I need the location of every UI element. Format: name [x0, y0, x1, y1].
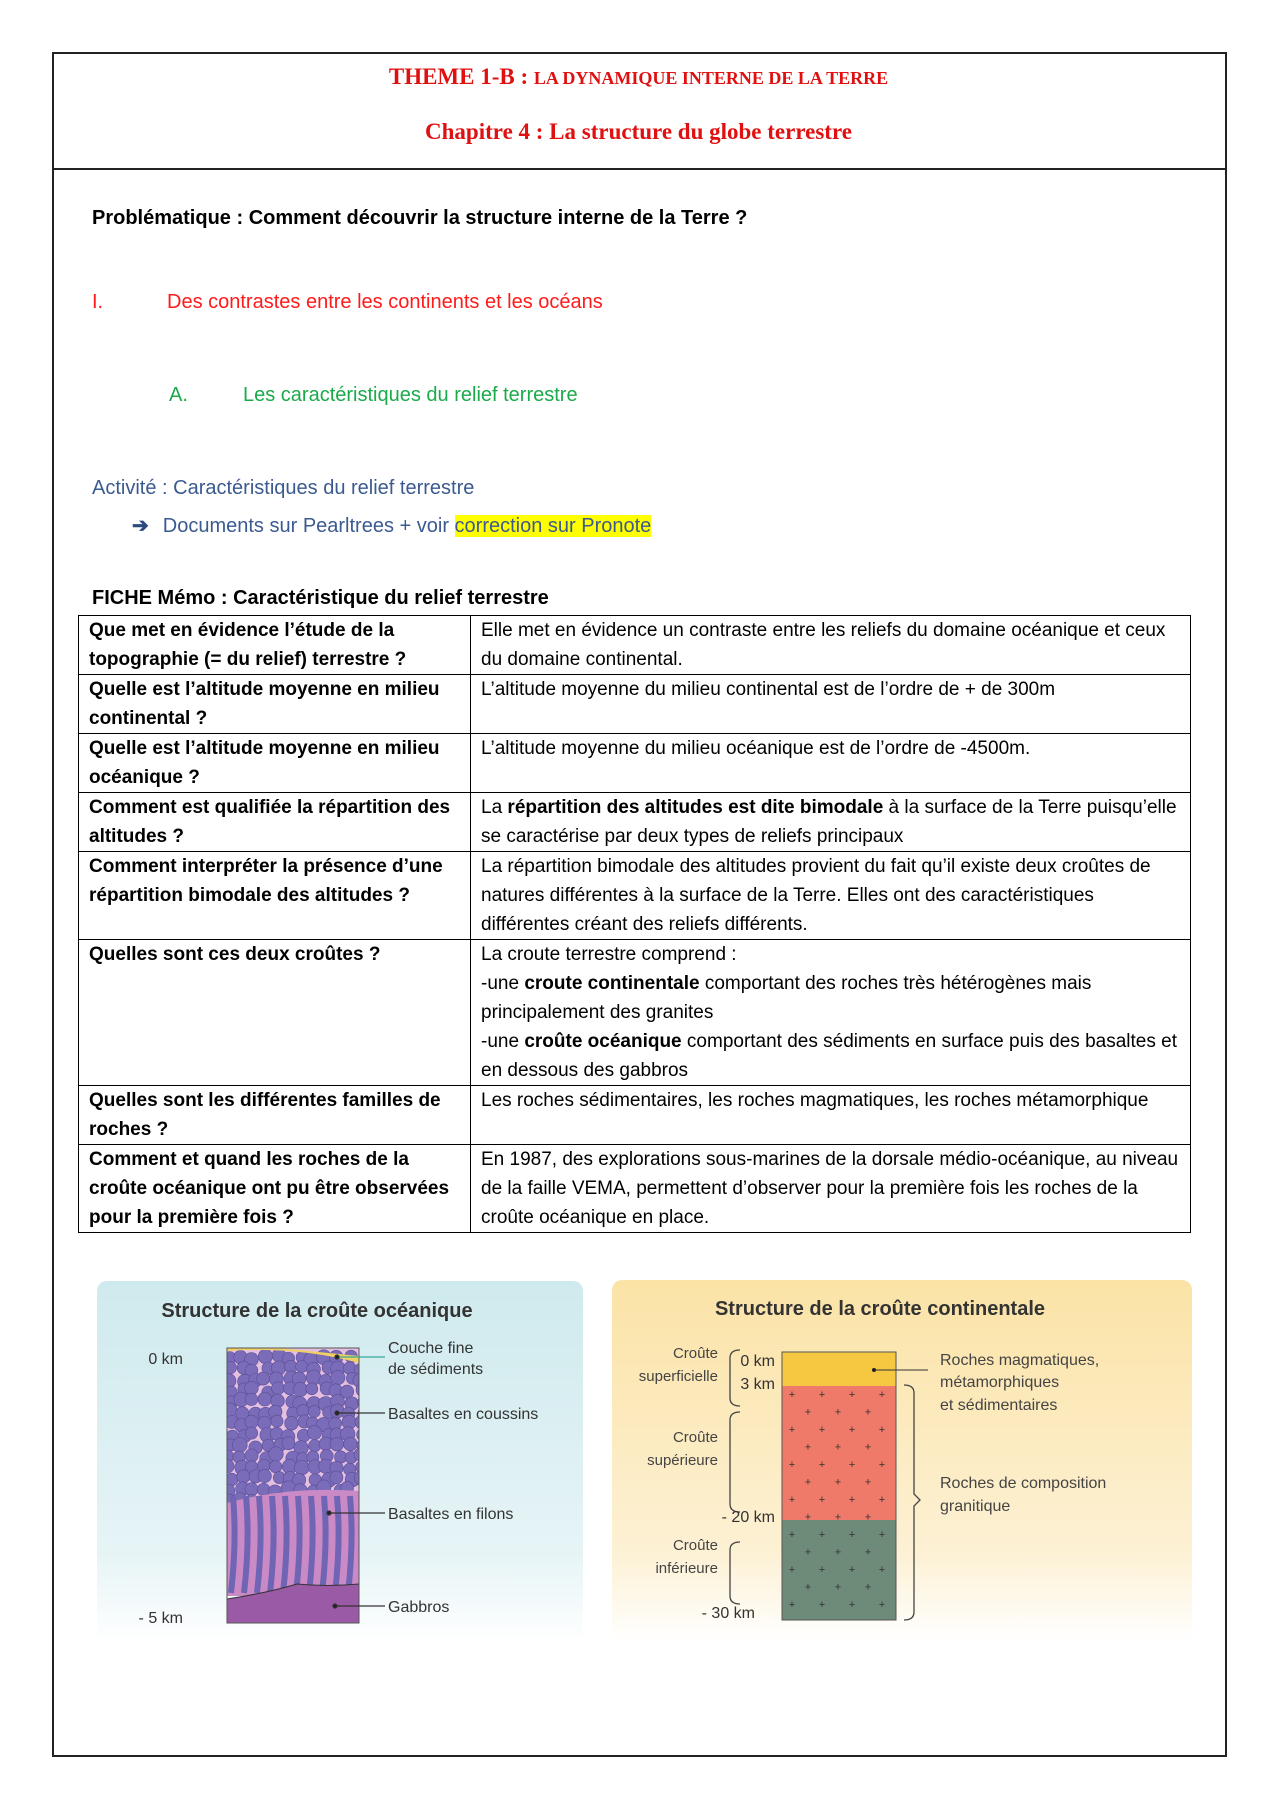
- label-composition: Roches de composition: [940, 1475, 1107, 1492]
- memo-answer: [471, 852, 1191, 940]
- memo-answer: [471, 1145, 1191, 1233]
- dyke: [309, 1496, 313, 1593]
- cross-mark: +: [834, 1441, 842, 1454]
- memo-question: Quelles sont les différentes familles de roches ?: [79, 1086, 471, 1145]
- label-roches-magmatiques: Roches magmatiques,: [940, 1352, 1100, 1369]
- pillow: [331, 1370, 345, 1384]
- memo-row: [79, 616, 1191, 675]
- depth-0km: 0 km: [740, 1353, 775, 1370]
- cross-mark: +: [848, 1564, 856, 1576]
- answer-text: à la surface de la Terre puisqu’elle se caractérise par deux types de reliefs principaux: [481, 797, 1177, 847]
- depth-top-label: 0 km: [148, 1351, 183, 1368]
- pillow: [344, 1437, 358, 1451]
- cross-mark: +: [848, 1529, 856, 1541]
- memo-row: [79, 675, 1191, 734]
- cross-mark: +: [804, 1441, 812, 1454]
- cross-mark: +: [788, 1389, 796, 1401]
- label-granitique: granitique: [940, 1498, 1011, 1515]
- answer-text: Les roches sédimentaires, les roches magmatiques, les roches métamorphique: [481, 1090, 1149, 1111]
- pillow: [269, 1447, 284, 1462]
- cross-mark: +: [804, 1406, 812, 1419]
- cross-mark: +: [788, 1529, 796, 1541]
- cross-mark: +: [848, 1494, 856, 1506]
- pillow: [285, 1416, 299, 1430]
- cross-mark: +: [818, 1564, 826, 1576]
- answer-text: La: [481, 797, 508, 818]
- section-1-number: I.: [92, 291, 104, 313]
- cross-mark: +: [834, 1581, 842, 1594]
- cross-mark: +: [848, 1599, 856, 1611]
- pillow: [330, 1471, 343, 1484]
- cross-mark: +: [878, 1564, 886, 1576]
- label-pillow-basalts: Basaltes en coussins: [388, 1406, 539, 1423]
- memo-row: [79, 1086, 1191, 1145]
- dyke: [270, 1496, 274, 1593]
- cross-mark: +: [788, 1424, 796, 1436]
- pillow: [296, 1360, 308, 1372]
- section-1a-title: Les caractéristiques du relief terrestre: [243, 384, 578, 406]
- answer-text: L’altitude moyenne du milieu océanique est de l’ordre de -4500m.: [481, 738, 1031, 759]
- pillow: [258, 1469, 271, 1482]
- chapter-title: Chapitre 4 : La structure du globe terrestre: [425, 119, 852, 144]
- memo-row: [79, 852, 1191, 940]
- pillow: [294, 1460, 309, 1475]
- cross-mark: +: [864, 1511, 872, 1524]
- memo-question: Comment et quand les roches de la croûte océanique ont pu être observées pour la première fois ?: [79, 1145, 471, 1233]
- memo-table: [78, 615, 1191, 1233]
- cross-mark: +: [878, 1459, 886, 1471]
- memo-question: Quelle est l’altitude moyenne en milieu océanique ?: [79, 734, 471, 793]
- pillow: [309, 1440, 321, 1452]
- answer-paragraph: [481, 940, 1180, 969]
- problematique: Problématique : Comment découvrir la structure interne de la Terre ?: [92, 207, 748, 229]
- cross-mark: +: [788, 1494, 796, 1506]
- label-metamorphiques: métamorphiques: [940, 1374, 1060, 1391]
- cross-mark: +: [864, 1476, 872, 1489]
- memo-row: [79, 1145, 1191, 1233]
- documents-link-text: Documents sur Pearltrees + voir: [162, 515, 455, 537]
- memo-question: Quelle est l’altitude moyenne en milieu continental ?: [79, 675, 471, 734]
- pillow: [272, 1382, 285, 1395]
- answer-paragraph: [481, 675, 1180, 704]
- pillow: [257, 1372, 270, 1385]
- continental-crust-diagram: [612, 1280, 1192, 1642]
- cross-mark: +: [848, 1389, 856, 1401]
- answer-bold-text: croûte océanique: [524, 1031, 682, 1052]
- cross-mark: +: [878, 1599, 886, 1611]
- cross-mark: +: [788, 1599, 796, 1611]
- memo-row: [79, 734, 1191, 793]
- dyke: [244, 1496, 248, 1593]
- fiche-title: FICHE Mémo : Caractéristique du relief terrestre: [92, 587, 549, 609]
- cross-mark: +: [834, 1476, 842, 1489]
- pillow: [308, 1406, 320, 1418]
- cross-mark: +: [878, 1494, 886, 1506]
- superficial-crust-layer: [782, 1352, 896, 1386]
- label-sedimentaires: et sédimentaires: [940, 1397, 1058, 1414]
- memo-answer: [471, 675, 1191, 734]
- pronote-correction-link[interactable]: correction sur Pronote: [454, 515, 652, 537]
- pillow: [307, 1426, 321, 1440]
- pillow: [258, 1349, 272, 1363]
- zone-label: Croûte: [672, 1429, 718, 1446]
- cross-mark: +: [864, 1581, 872, 1594]
- pillow: [245, 1415, 258, 1428]
- cross-mark: +: [848, 1459, 856, 1471]
- dyke: [283, 1496, 287, 1593]
- dyke: [335, 1496, 339, 1593]
- memo-answer: [471, 1086, 1191, 1145]
- zone-label-superieure: supérieure: [647, 1452, 718, 1469]
- memo-question: Que met en évidence l’étude de la topographie (= du relief) terrestre ?: [79, 616, 471, 675]
- memo-row: [79, 793, 1191, 852]
- cross-mark: +: [878, 1424, 886, 1436]
- oceanic-column: [220, 1341, 372, 1623]
- dyke: [322, 1496, 326, 1593]
- cross-mark: +: [864, 1406, 872, 1419]
- pillow: [306, 1383, 318, 1395]
- memo-answer: [471, 616, 1191, 675]
- cross-mark: +: [788, 1459, 796, 1471]
- depth-20km: - 20 km: [721, 1509, 775, 1526]
- cross-mark: +: [818, 1599, 826, 1611]
- answer-paragraph: [481, 616, 1180, 674]
- cross-mark: +: [804, 1581, 812, 1594]
- dyke: [296, 1496, 300, 1593]
- answer-text: La répartition bimodale des altitudes provient du fait qu’il existe deux croûtes de natures différentes à la surface de la Terre. Elles ont des caractéristiques différentes créant des reliefs différents.: [481, 856, 1151, 935]
- section-1-title: Des contrastes entre les continents et les océans: [167, 291, 603, 313]
- answer-text: La croute terrestre comprend :: [481, 944, 737, 965]
- cross-mark: +: [834, 1511, 842, 1524]
- cross-mark: +: [864, 1546, 872, 1559]
- memo-answer: [471, 793, 1191, 852]
- oceanic-title: Structure de la croûte océanique: [161, 1300, 473, 1322]
- depth-3km: 3 km: [740, 1376, 775, 1393]
- memo-question: Comment est qualifiée la répartition des altitudes ?: [79, 793, 471, 852]
- activity-documents: [132, 513, 651, 538]
- cross-mark: +: [878, 1529, 886, 1541]
- pillow: [257, 1483, 270, 1496]
- cross-mark: +: [818, 1389, 826, 1401]
- answer-paragraph: [481, 1086, 1180, 1115]
- cross-mark: +: [834, 1546, 842, 1559]
- answer-text: comportant des roches très hétérogènes mais principalement des granites: [481, 973, 1092, 1023]
- answer-text: comportant des sédiments en surface puis des basaltes et en dessous des gabbros: [481, 1031, 1177, 1081]
- depth-30km: - 30 km: [701, 1605, 755, 1622]
- pillow: [271, 1415, 283, 1427]
- cross-mark: +: [848, 1424, 856, 1436]
- pillow: [270, 1460, 282, 1472]
- answer-text: -une: [481, 1031, 525, 1052]
- depth-bottom-label: - 5 km: [138, 1610, 183, 1627]
- cross-mark: +: [818, 1424, 826, 1436]
- answer-bold-text: répartition des altitudes est dite bimodale: [507, 797, 884, 818]
- pillow: [258, 1392, 272, 1406]
- answer-paragraph: [481, 852, 1180, 939]
- cross-mark: +: [878, 1389, 886, 1401]
- pillow: [245, 1427, 257, 1439]
- answer-text: L’altitude moyenne du milieu continental est de l’ordre de + de 300m: [481, 679, 1056, 700]
- cross-mark: +: [804, 1511, 812, 1524]
- theme-name: LA DYNAMIQUE INTERNE DE LA TERRE: [533, 68, 889, 88]
- zone-label: Croûte: [672, 1345, 718, 1362]
- pillow: [293, 1382, 307, 1396]
- oceanic-crust-diagram: [97, 1281, 583, 1643]
- dyke: [257, 1496, 261, 1593]
- cross-mark: +: [818, 1529, 826, 1541]
- answer-paragraph: [481, 969, 1180, 1027]
- pillow: [245, 1393, 258, 1406]
- pillow: [330, 1437, 344, 1451]
- pillow: [282, 1437, 295, 1450]
- memo-question: Comment interpréter la présence d’une répartition bimodale des altitudes ?: [79, 852, 471, 940]
- cross-mark: +: [818, 1494, 826, 1506]
- pillow: [245, 1449, 258, 1462]
- cross-mark: +: [804, 1476, 812, 1489]
- theme-label: THEME 1-B :: [388, 64, 529, 89]
- memo-row: [79, 940, 1191, 1086]
- cross-mark: +: [818, 1459, 826, 1471]
- cross-mark: +: [864, 1441, 872, 1454]
- zone-label-superficielle: superficielle: [638, 1368, 718, 1385]
- cross-mark: +: [788, 1564, 796, 1576]
- label-gabbros: Gabbros: [388, 1599, 450, 1616]
- answer-paragraph: [481, 1027, 1180, 1085]
- label-sediments: de sédiments: [388, 1361, 484, 1378]
- cross-mark: +: [804, 1546, 812, 1559]
- zone-label: Croûte: [672, 1537, 718, 1554]
- dyke: [348, 1496, 352, 1593]
- dyke: [231, 1496, 235, 1593]
- leader-dot: [872, 1368, 876, 1372]
- memo-answer: [471, 940, 1191, 1086]
- section-1a-number: A.: [169, 384, 188, 406]
- label-dyke-basalts: Basaltes en filons: [388, 1506, 514, 1523]
- continental-title: Structure de la croûte continentale: [714, 1298, 1046, 1320]
- answer-text: En 1987, des explorations sous-marines de la dorsale médio-océanique, au niveau de la faille VEMA, permettent d’observer pour la première fois les roches de la croûte océanique en place.: [481, 1149, 1179, 1228]
- header-divider: [52, 168, 1225, 170]
- theme-title: [52, 64, 1225, 90]
- zone-label-inferieure: inférieure: [655, 1560, 718, 1577]
- memo-question: Quelles sont ces deux croûtes ?: [79, 940, 471, 1086]
- answer-bold-text: croute continentale: [524, 973, 700, 994]
- label-couche-fine: Couche fine: [388, 1340, 474, 1357]
- answer-paragraph: [481, 734, 1180, 763]
- pillow: [232, 1438, 247, 1453]
- answer-text: -une: [481, 973, 525, 994]
- pillow: [245, 1483, 258, 1496]
- answer-text: Elle met en évidence un contraste entre les reliefs du domaine océanique et ceux du domaine continental.: [481, 620, 1166, 670]
- memo-answer: [471, 734, 1191, 793]
- cross-mark: +: [834, 1406, 842, 1419]
- pillow: [237, 1470, 250, 1483]
- answer-paragraph: [481, 1145, 1180, 1232]
- arrow-right-icon: ➔: [132, 515, 149, 537]
- activity-title: Activité : Caractéristiques du relief terrestre: [92, 477, 475, 499]
- answer-paragraph: [481, 793, 1180, 851]
